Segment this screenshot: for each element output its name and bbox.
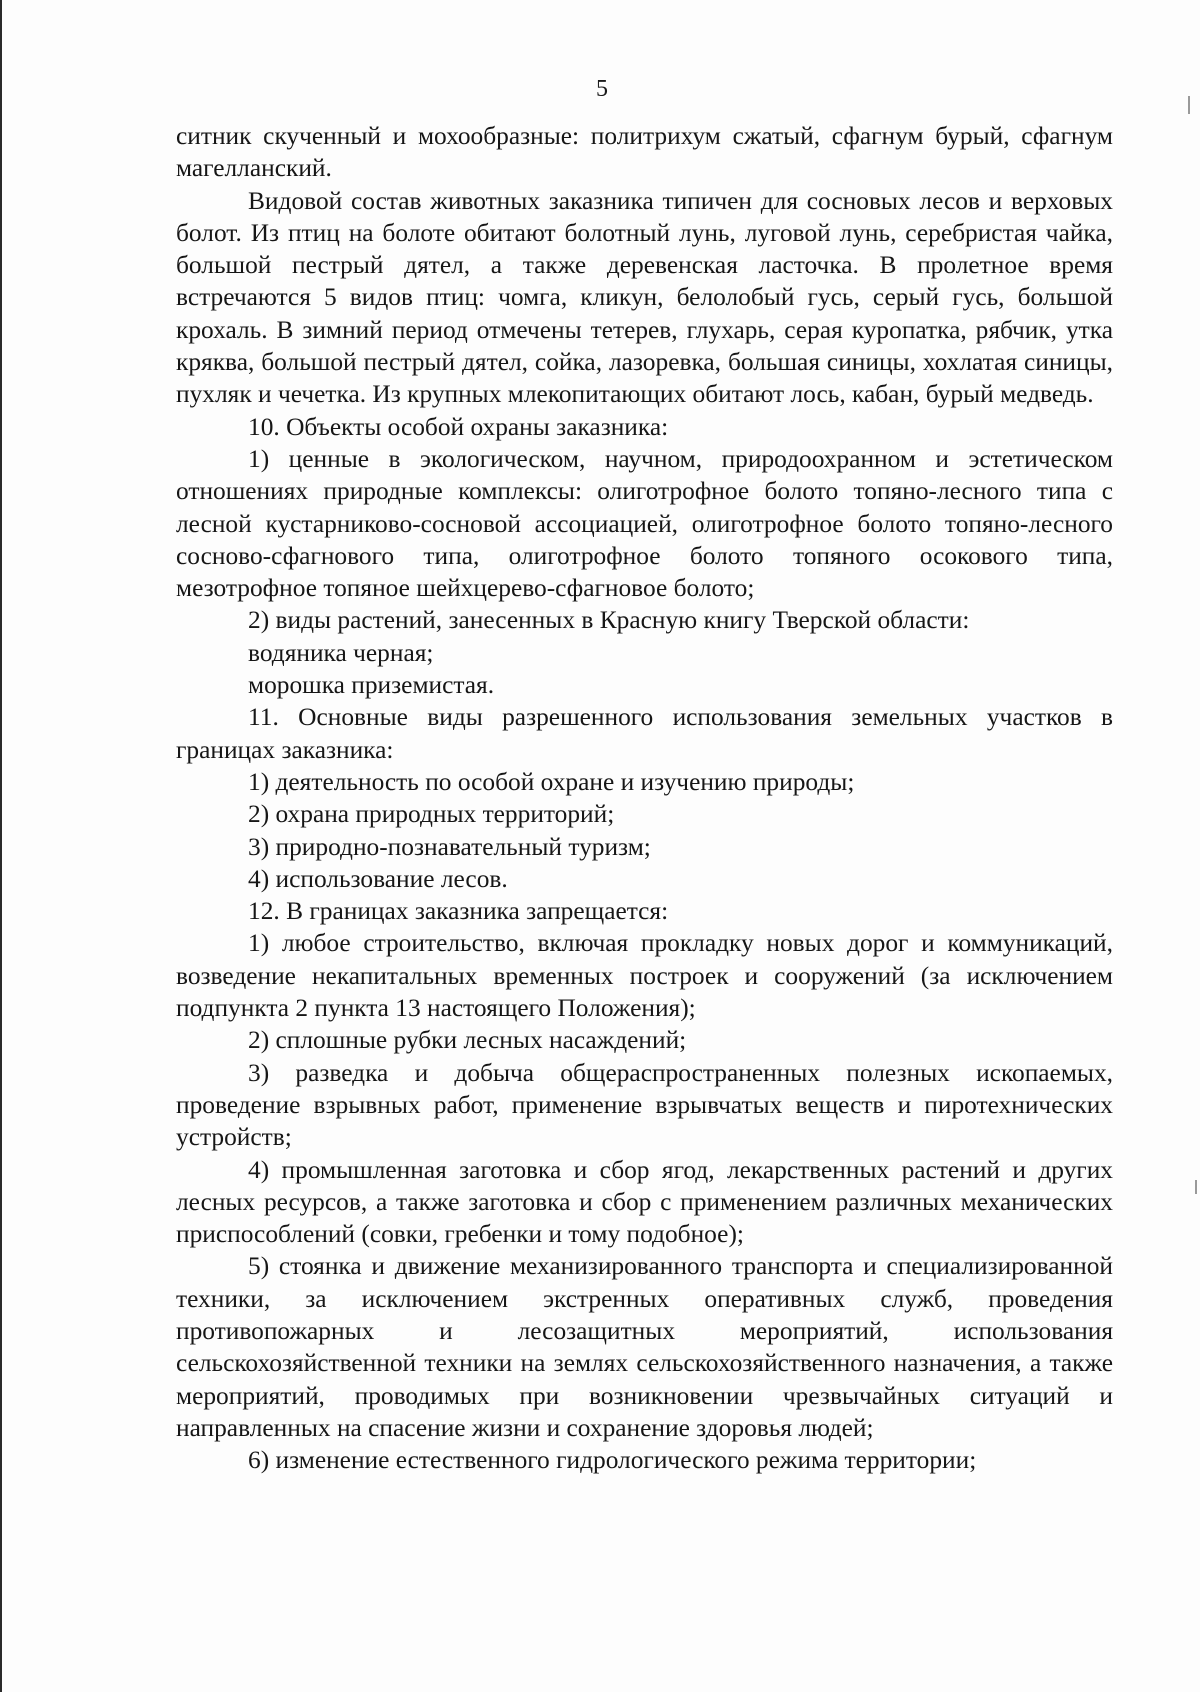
section-heading: 12. В границах заказника запрещается: <box>248 897 669 926</box>
section-heading: 10. Объекты особой охраны заказника: <box>248 412 669 441</box>
list-item: 1) деятельность по особой охране и изучению природы; <box>248 767 855 796</box>
section-heading: 11. Основные виды разрешенного использования земельных участков в границах заказника: <box>176 703 1113 764</box>
list-item: 4) использование лесов. <box>248 864 508 893</box>
paragraph: Видовой состав животных заказника типичен для сосновых лесов и верховых болот. Из птиц на болоте обитают болотный лунь, луговой лунь, серебристая чайка, большой пестрый дятел, а также деревенская ласточка. В пролетное время встречаются 5 видов птиц: чомга, кликун, белолобый гусь, серый гусь, большой крохаль. В зимний период отмечены тетерев, глухарь, серая куропатка, рябчик, утка кряква, большой пестрый дятел, сойка, лазоревка, большая синицы, хохлатая синицы, пухляк и чечетка. Из крупных млекопитающих обитают лось, кабан, бурый медведь. <box>176 186 1113 409</box>
list-item: 3) разведка и добыча общераспространенных полезных ископаемых, проведение взрывных работ, применение взрывчатых веществ и пиротехнических устройств; <box>176 1058 1113 1152</box>
paragraph: ситник скученный и мохообразные: политрихум сжатый, сфагнум бурый, сфагнум магелланский. <box>176 122 1113 183</box>
list-item: 2) охрана природных территорий; <box>248 800 615 829</box>
list-item: 3) природно-познавательный туризм; <box>248 832 651 861</box>
list-item: 5) стоянка и движение механизированного транспорта и специализированной техники, за исключением экстренных оперативных служб, проведения противопожарных и лесозащитных мероприятий, использования сельскохозяйственной техники на землях сельскохозяйственного назначения, а также мероприятий, проводимых при возникновении чрезвычайных ситуаций и направленных на спасение жизни и сохранение здоровья людей; <box>176 1252 1113 1442</box>
page-number: 5 <box>596 76 608 102</box>
list-item: водяника черная; <box>248 638 434 667</box>
list-item: 1) любое строительство, включая прокладку новых дорог и коммуникаций, возведение некапитальных временных построек и сооружений (за исключением подпункта 2 пункта 13 настоящего Положения); <box>176 929 1113 1023</box>
list-item: 2) сплошные рубки лесных насаждений; <box>248 1026 687 1055</box>
list-item: 2) виды растений, занесенных в Красную книгу Тверской области: <box>248 606 970 635</box>
scan-edge-mark <box>1195 1180 1197 1194</box>
list-item: морошка приземистая. <box>248 671 495 700</box>
list-item: 6) изменение естественного гидрологического режима территории; <box>248 1446 977 1475</box>
document-body <box>176 120 1113 1476</box>
list-item: 1) ценные в экологическом, научном, природоохранном и эстетическом отношениях природные комплексы: олиготрофное болото топяно-лесного типа с лесной кустарниково-сосновой ассоциацией, олиготрофное болото топяно-лесного сосново-сфагнового типа, олиготрофное болото топяного осокового типа, мезотрофное топяное шейхцерево-сфагновое болото; <box>176 444 1113 603</box>
list-item: 4) промышленная заготовка и сбор ягод, лекарственных растений и других лесных ресурсов, а также заготовка и сбор с применением различных механических приспособлений (совки, гребенки и тому подобное); <box>176 1155 1113 1249</box>
